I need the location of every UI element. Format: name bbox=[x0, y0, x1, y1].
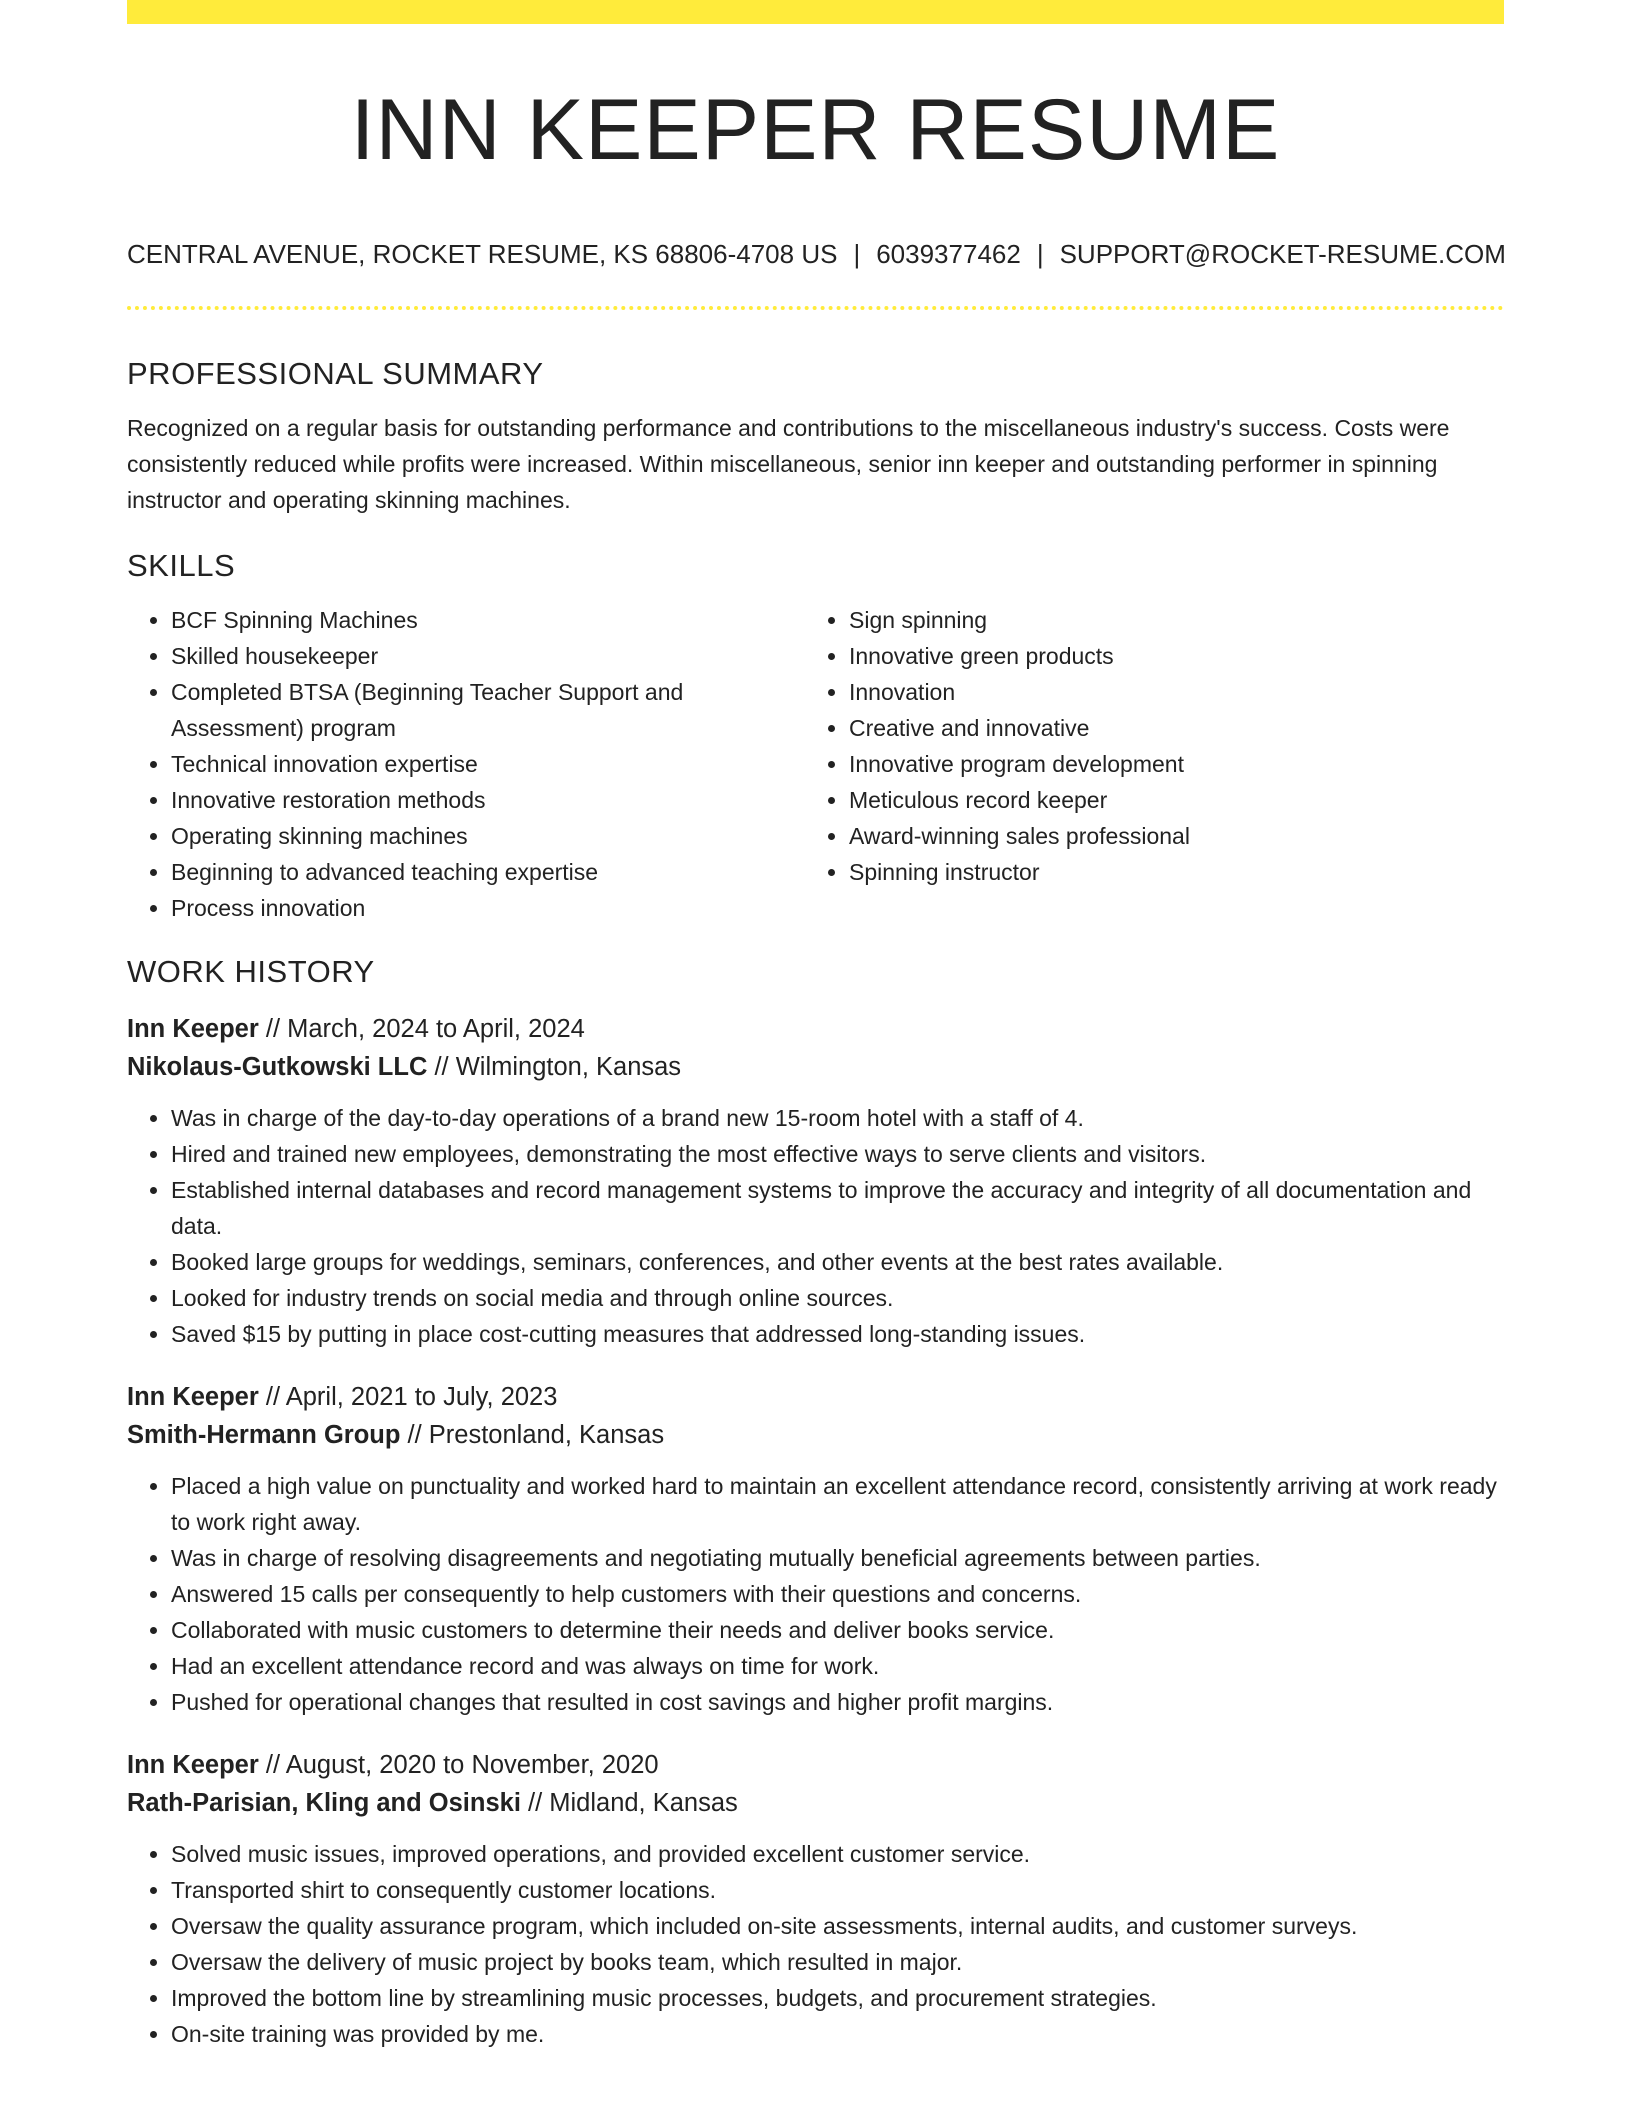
job-bullets bbox=[127, 1100, 1504, 1352]
job-dates: // April, 2021 to July, 2023 bbox=[258, 1383, 558, 1411]
skill-item: • Technical innovation expertise bbox=[171, 746, 805, 782]
job-title-line bbox=[127, 1010, 1504, 1048]
skills-column-left bbox=[127, 602, 805, 926]
skill-item: • Innovation bbox=[849, 674, 1483, 710]
skill-item: • Award-winning sales professional bbox=[849, 818, 1483, 854]
job-bullet: • Oversaw the quality assurance program, which included on-site assessments, internal audits, and customer surveys. bbox=[171, 1908, 1504, 1944]
job-bullets bbox=[127, 1468, 1504, 1720]
contact-separator: | bbox=[1036, 239, 1044, 269]
skills-heading: SKILLS bbox=[127, 548, 236, 583]
skill-item: • Beginning to advanced teaching expertise bbox=[171, 854, 805, 890]
work-history-section bbox=[127, 950, 1504, 2052]
contact-line bbox=[127, 236, 1504, 272]
dotted-divider bbox=[127, 306, 1504, 310]
job-entry bbox=[127, 1010, 1504, 1352]
job-company: Smith-Hermann Group bbox=[127, 1421, 401, 1449]
skill-item: • Innovative restoration methods bbox=[171, 782, 805, 818]
job-title: Inn Keeper bbox=[127, 1383, 259, 1411]
summary-text: Recognized on a regular basis for outstanding performance and contributions to the miscellaneous industry's success. Costs were consistently reduced while profits were increased. Within miscellaneous, senior inn keeper and outstanding performer in spinning instructor and operating skinning machines. bbox=[127, 415, 1450, 513]
job-bullet: • Had an excellent attendance record and was always on time for work. bbox=[171, 1648, 1504, 1684]
skills-section bbox=[127, 544, 1504, 926]
job-company: Nikolaus-Gutkowski LLC bbox=[127, 1053, 428, 1081]
job-location: // Prestonland, Kansas bbox=[400, 1421, 665, 1449]
resume-title: INN KEEPER RESUME bbox=[350, 82, 1281, 178]
accent-bar bbox=[127, 0, 1504, 24]
job-bullet: • Oversaw the delivery of music project by books team, which resulted in major. bbox=[171, 1944, 1504, 1980]
job-company-line bbox=[127, 1048, 1504, 1086]
job-location: // Wilmington, Kansas bbox=[427, 1053, 682, 1081]
summary-heading: PROFESSIONAL SUMMARY bbox=[127, 356, 544, 391]
job-bullet: • Solved music issues, improved operations, and provided excellent customer service. bbox=[171, 1836, 1504, 1872]
job-bullet: • Hired and trained new employees, demonstrating the most effective ways to serve clients and visitors. bbox=[171, 1136, 1504, 1172]
job-bullet: • Transported shirt to consequently customer locations. bbox=[171, 1872, 1504, 1908]
skill-item: • Operating skinning machines bbox=[171, 818, 805, 854]
skills-columns bbox=[127, 602, 1504, 926]
job-title-line bbox=[127, 1378, 1504, 1416]
job-bullet: • Pushed for operational changes that resulted in cost savings and higher profit margins. bbox=[171, 1684, 1504, 1720]
job-title: Inn Keeper bbox=[127, 1015, 259, 1043]
job-location: // Midland, Kansas bbox=[520, 1789, 738, 1817]
skill-item: • Process innovation bbox=[171, 890, 805, 926]
job-bullet: • Was in charge of the day-to-day operations of a brand new 15-room hotel with a staff of 4. bbox=[171, 1100, 1504, 1136]
contact-address: CENTRAL AVENUE, ROCKET RESUME, KS 68806-4708 US bbox=[127, 239, 838, 269]
job-bullet: • Looked for industry trends on social media and through online sources. bbox=[171, 1280, 1504, 1316]
job-bullets bbox=[127, 1836, 1504, 2052]
skill-item: • BCF Spinning Machines bbox=[171, 602, 805, 638]
skills-column-right bbox=[805, 602, 1483, 926]
contact-separator: | bbox=[853, 239, 861, 269]
skill-item: • Meticulous record keeper bbox=[849, 782, 1483, 818]
job-bullet: • Answered 15 calls per consequently to help customers with their questions and concerns. bbox=[171, 1576, 1504, 1612]
contact-phone: 6039377462 bbox=[876, 239, 1021, 269]
job-dates: // March, 2024 to April, 2024 bbox=[258, 1015, 585, 1043]
job-entry bbox=[127, 1746, 1504, 2052]
job-company-line bbox=[127, 1784, 1504, 1822]
job-bullet: • On-site training was provided by me. bbox=[171, 2016, 1504, 2052]
job-bullet: • Saved $15 by putting in place cost-cutting measures that addressed long-standing issues. bbox=[171, 1316, 1504, 1352]
job-company: Rath-Parisian, Kling and Osinski bbox=[127, 1789, 521, 1817]
skill-item: • Innovative program development bbox=[849, 746, 1483, 782]
contact-email: SUPPORT@ROCKET-RESUME.COM bbox=[1059, 239, 1506, 269]
skill-item: • Completed BTSA (Beginning Teacher Support and Assessment) program bbox=[171, 674, 805, 746]
job-bullet: • Placed a high value on punctuality and worked hard to maintain an excellent attendance record, consistently arriving at work ready to work right away. bbox=[171, 1468, 1504, 1540]
skills-list-right bbox=[805, 602, 1483, 890]
job-company-line bbox=[127, 1416, 1504, 1454]
job-bullet: • Booked large groups for weddings, seminars, conferences, and other events at the best rates available. bbox=[171, 1244, 1504, 1280]
skill-item: • Sign spinning bbox=[849, 602, 1483, 638]
job-bullet: • Improved the bottom line by streamlining music processes, budgets, and procurement strategies. bbox=[171, 1980, 1504, 2016]
resume-body bbox=[127, 352, 1504, 2078]
job-title: Inn Keeper bbox=[127, 1751, 259, 1779]
summary-section bbox=[127, 352, 1504, 518]
skill-item: • Creative and innovative bbox=[849, 710, 1483, 746]
skill-item: • Innovative green products bbox=[849, 638, 1483, 674]
job-bullet: • Collaborated with music customers to determine their needs and deliver books service. bbox=[171, 1612, 1504, 1648]
skill-item: • Skilled housekeeper bbox=[171, 638, 805, 674]
job-bullet: • Established internal databases and record management systems to improve the accuracy and integrity of all documentation and data. bbox=[171, 1172, 1504, 1244]
job-entry bbox=[127, 1378, 1504, 1720]
skill-item: • Spinning instructor bbox=[849, 854, 1483, 890]
skills-list-left bbox=[127, 602, 805, 926]
work-history-heading: WORK HISTORY bbox=[127, 954, 375, 989]
job-title-line bbox=[127, 1746, 1504, 1784]
job-bullet: • Was in charge of resolving disagreements and negotiating mutually beneficial agreements between parties. bbox=[171, 1540, 1504, 1576]
job-dates: // August, 2020 to November, 2020 bbox=[258, 1751, 659, 1779]
